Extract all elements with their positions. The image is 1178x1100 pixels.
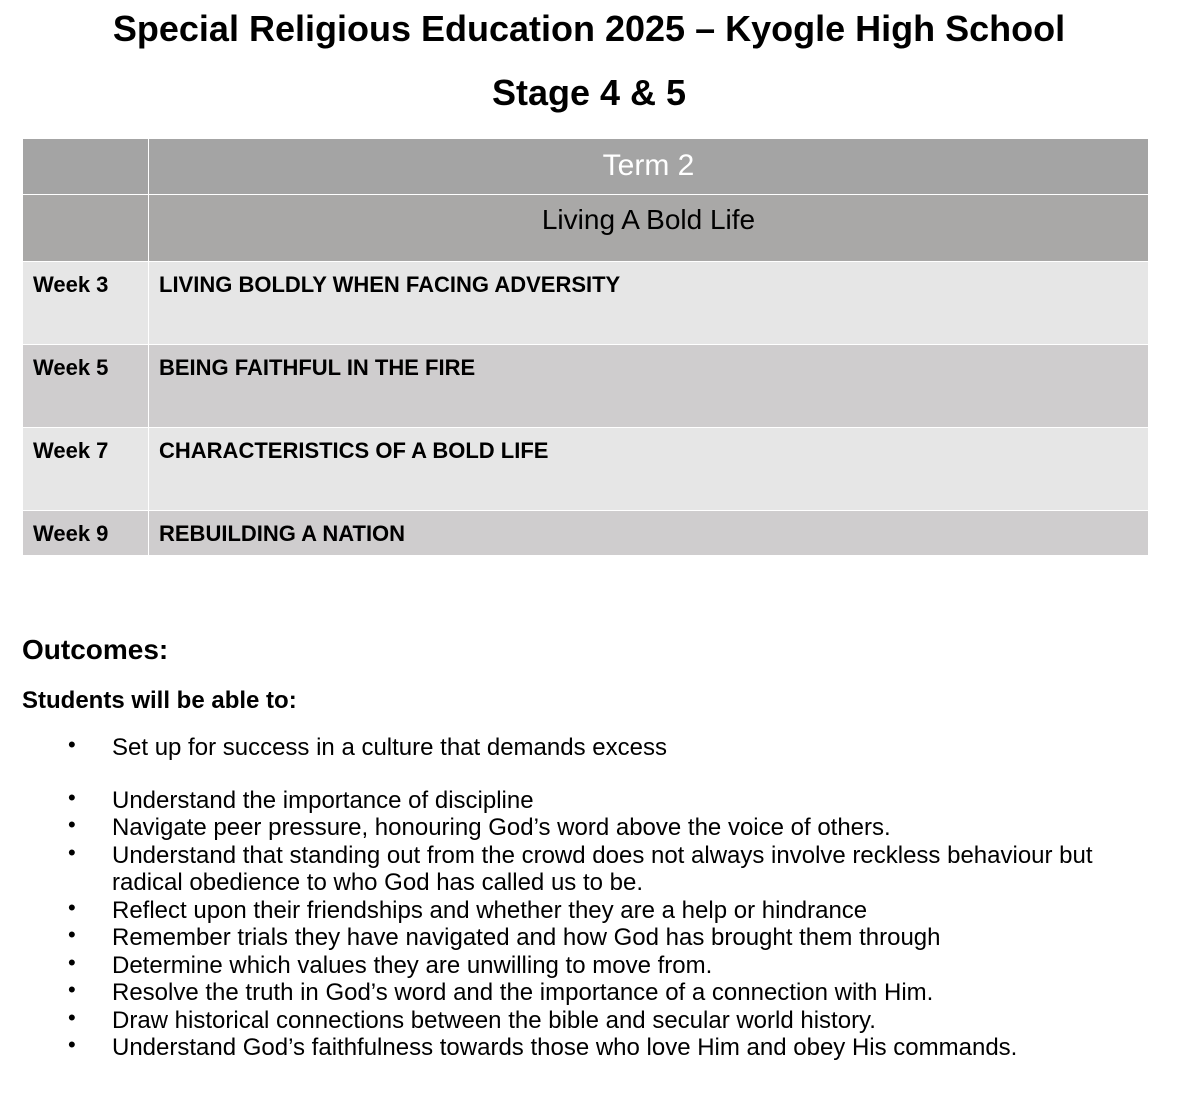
- table-row: [23, 262, 1149, 345]
- list-item: [0, 894, 1178, 925]
- list-item: [0, 839, 1178, 897]
- lesson-schedule-table: [22, 138, 1149, 556]
- list-item: [0, 924, 1178, 952]
- list-item: [0, 1034, 1178, 1062]
- bullet-icon: •: [68, 1032, 76, 1057]
- term-header-cell: [149, 139, 1149, 195]
- outcome-text: Remember trials they have navigated and how God has brought them through: [112, 924, 941, 951]
- unit-title: Living A Bold Life: [541, 204, 756, 235]
- list-item: [0, 814, 1178, 842]
- table-row: [23, 511, 1149, 556]
- bullet-icon: •: [68, 977, 76, 1002]
- bullet-icon: •: [68, 839, 76, 865]
- unit-header-cell: [149, 195, 1149, 262]
- bullet-icon: •: [68, 732, 76, 757]
- table-row: [23, 345, 1149, 428]
- topic-cell: LIVING BOLDLY WHEN FACING ADVERSITY: [149, 262, 1149, 345]
- topic-cell: CHARACTERISTICS OF A BOLD LIFE: [149, 428, 1149, 511]
- outcome-text: Draw historical connections between the bible and secular world history.: [112, 1006, 876, 1034]
- outcome-text: Understand God’s faithfulness towards those who love Him and obey His commands.: [112, 1034, 1018, 1061]
- term-header-row: [23, 139, 1149, 195]
- document-title: Special Religious Education 2025 – Kyogle High School: [112, 8, 1066, 49]
- topic-cell: REBUILDING A NATION: [149, 511, 1149, 556]
- table-row: [23, 428, 1149, 511]
- bullet-icon: •: [68, 922, 76, 947]
- outcome-text: Set up for success in a culture that demands excess: [112, 734, 667, 761]
- list-item: [0, 784, 1178, 815]
- outcome-text: Understand the importance of discipline: [112, 786, 534, 814]
- outcome-text: Determine which values they are unwilling to move from.: [112, 951, 713, 979]
- term-header-empty-cell: [23, 139, 149, 195]
- list-item: [0, 734, 1178, 762]
- unit-header-row: [23, 195, 1149, 262]
- week-cell: Week 5: [23, 345, 149, 428]
- unit-header-empty-cell: [23, 195, 149, 262]
- bullet-icon: •: [68, 894, 76, 920]
- document-subtitle: Stage 4 & 5: [491, 72, 687, 113]
- term-label: Term 2: [602, 149, 695, 182]
- outcome-text: Resolve the truth in God’s word and the importance of a connection with Him.: [112, 979, 934, 1006]
- outcome-text: Understand that standing out from the crowd does not always involve reckless behaviour but radical obedience to who God has called us to be.: [112, 841, 1093, 896]
- list-item: [0, 979, 1178, 1007]
- week-cell: Week 9: [23, 511, 149, 556]
- topic-cell: BEING FAITHFUL IN THE FIRE: [149, 345, 1149, 428]
- outcomes-intro: Students will be able to:: [22, 687, 297, 714]
- outcomes-list: [0, 734, 1178, 1062]
- bullet-icon: •: [68, 784, 76, 810]
- week-cell: Week 3: [23, 262, 149, 345]
- bullet-icon: •: [68, 1004, 76, 1030]
- outcome-text: Reflect upon their friendships and whether they are a help or hindrance: [112, 896, 868, 924]
- bullet-icon: •: [68, 949, 76, 975]
- list-item: [0, 1004, 1178, 1035]
- bullet-icon: •: [68, 812, 76, 837]
- outcomes-heading: Outcomes:: [22, 634, 169, 665]
- outcome-text: Navigate peer pressure, honouring God’s word above the voice of others.: [112, 814, 891, 841]
- list-item: [0, 949, 1178, 980]
- week-cell: Week 7: [23, 428, 149, 511]
